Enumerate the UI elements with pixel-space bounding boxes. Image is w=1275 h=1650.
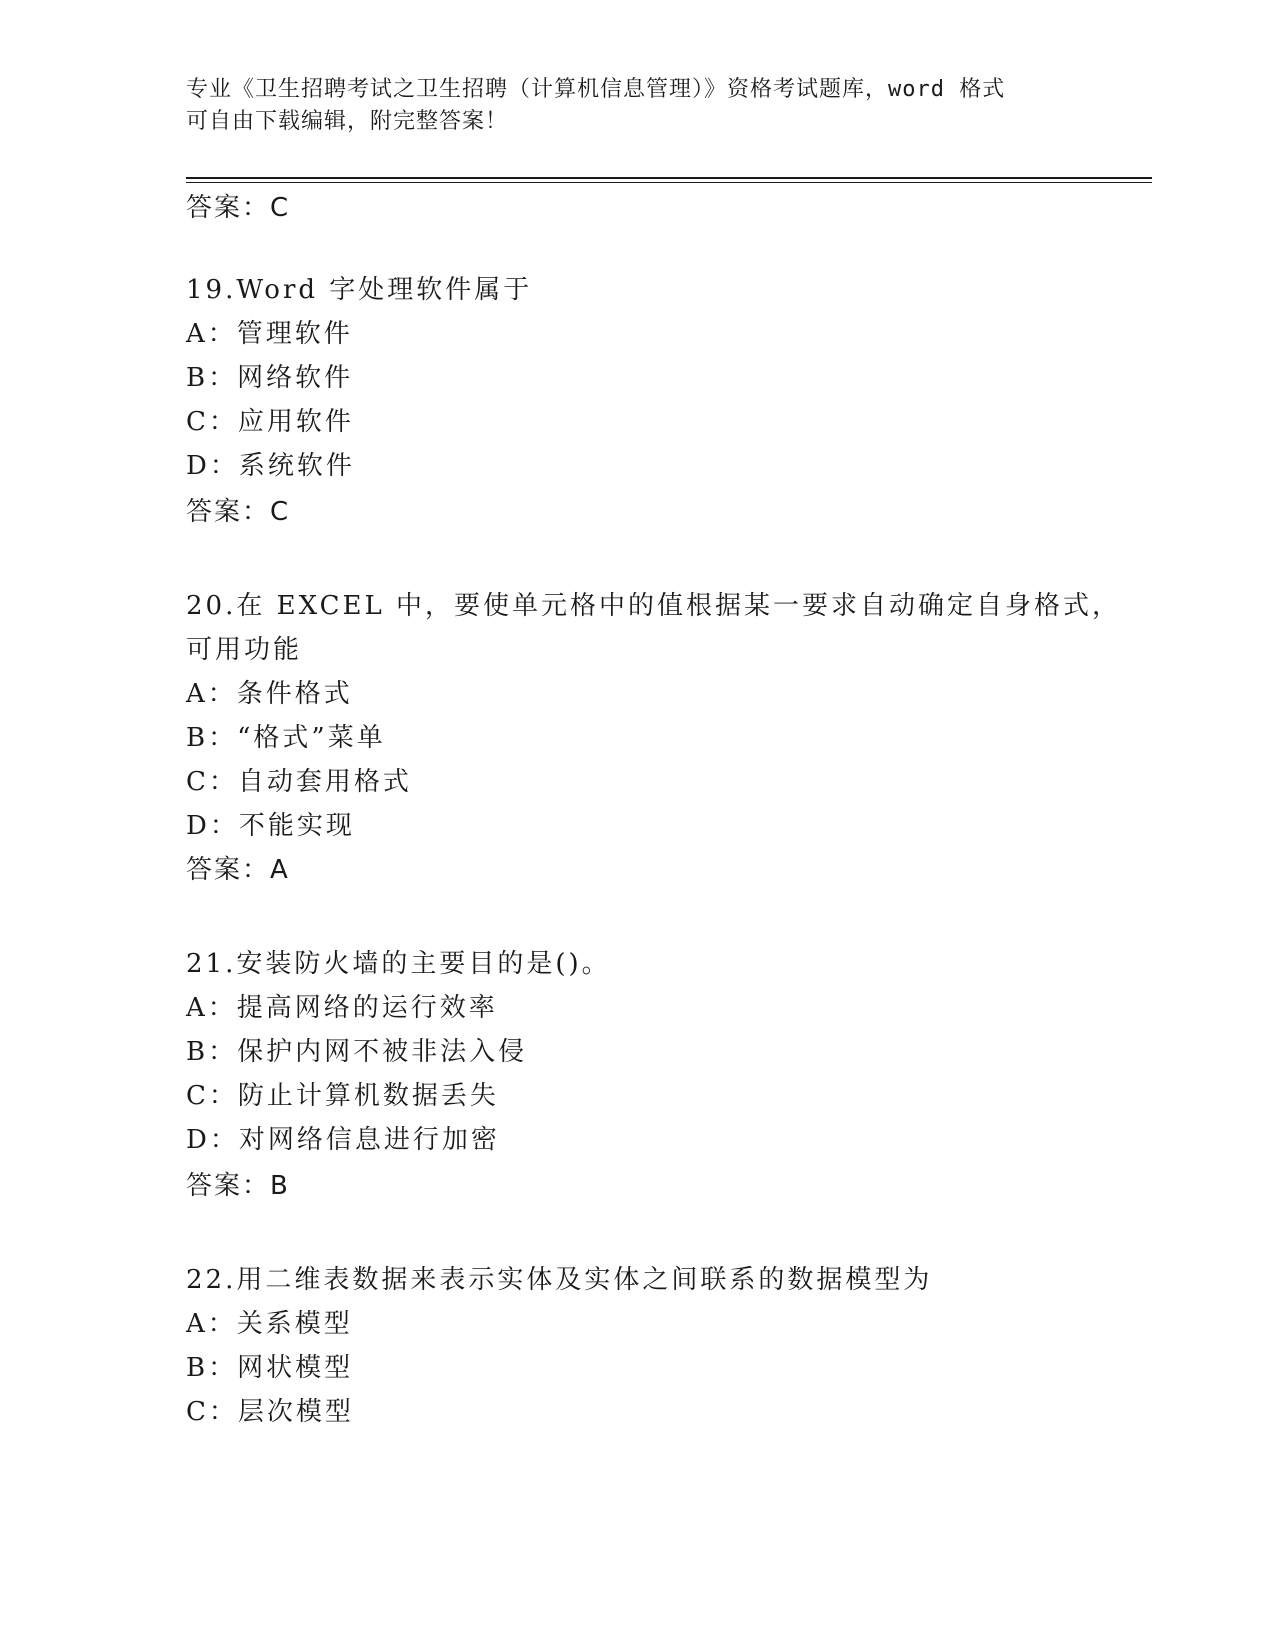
question-20-option-d: D：不能实现	[186, 811, 355, 841]
question-22-stem: 22.用二维表数据来表示实体及实体之间联系的数据模型为	[186, 1265, 933, 1295]
question-19-option-b: B：网络软件	[186, 363, 354, 393]
header-divider-thick	[186, 177, 1152, 179]
question-22-option-b: B：网状模型	[186, 1353, 354, 1383]
question-19-option-d: D：系统软件	[186, 451, 355, 481]
question-20-option-b: B：“格式”菜单	[186, 723, 386, 753]
question-19-stem: 19.Word 字处理软件属于	[186, 275, 533, 305]
question-22-option-c: C：层次模型	[186, 1397, 354, 1427]
answer-20: 答案：A	[186, 855, 290, 885]
question-19-option-c: C：应用软件	[186, 407, 354, 437]
document-header	[186, 74, 1086, 138]
question-22-option-a: A：关系模型	[186, 1309, 353, 1339]
question-21-option-b: B：保护内网不被非法入侵	[186, 1037, 528, 1067]
answer-19: 答案：C	[186, 497, 291, 527]
question-20-option-c: C：自动套用格式	[186, 767, 412, 797]
header-line-2: 可自由下载编辑，附完整答案！	[186, 109, 509, 134]
question-20-stem-line-1: 20.在 EXCEL 中，要使单元格中的值根据某一要求自动确定自身格式，	[186, 591, 1122, 621]
question-21-stem: 21.安装防火墙的主要目的是()。	[186, 949, 611, 979]
question-19-option-a: A：管理软件	[186, 319, 353, 349]
header-divider-thin	[186, 182, 1152, 183]
question-20-stem-line-2: 可用功能	[186, 635, 303, 665]
question-21-option-d: D：对网络信息进行加密	[186, 1125, 500, 1155]
question-20-option-a: A：条件格式	[186, 679, 353, 709]
question-21-option-c: C：防止计算机数据丢失	[186, 1081, 499, 1111]
answer-18: 答案：C	[186, 193, 291, 223]
header-line-1: 专业《卫生招聘考试之卫生招聘（计算机信息管理）》资格考试题库，word 格式	[186, 77, 1006, 102]
question-21-option-a: A：提高网络的运行效率	[186, 993, 498, 1023]
answer-21: 答案：B	[186, 1171, 290, 1201]
